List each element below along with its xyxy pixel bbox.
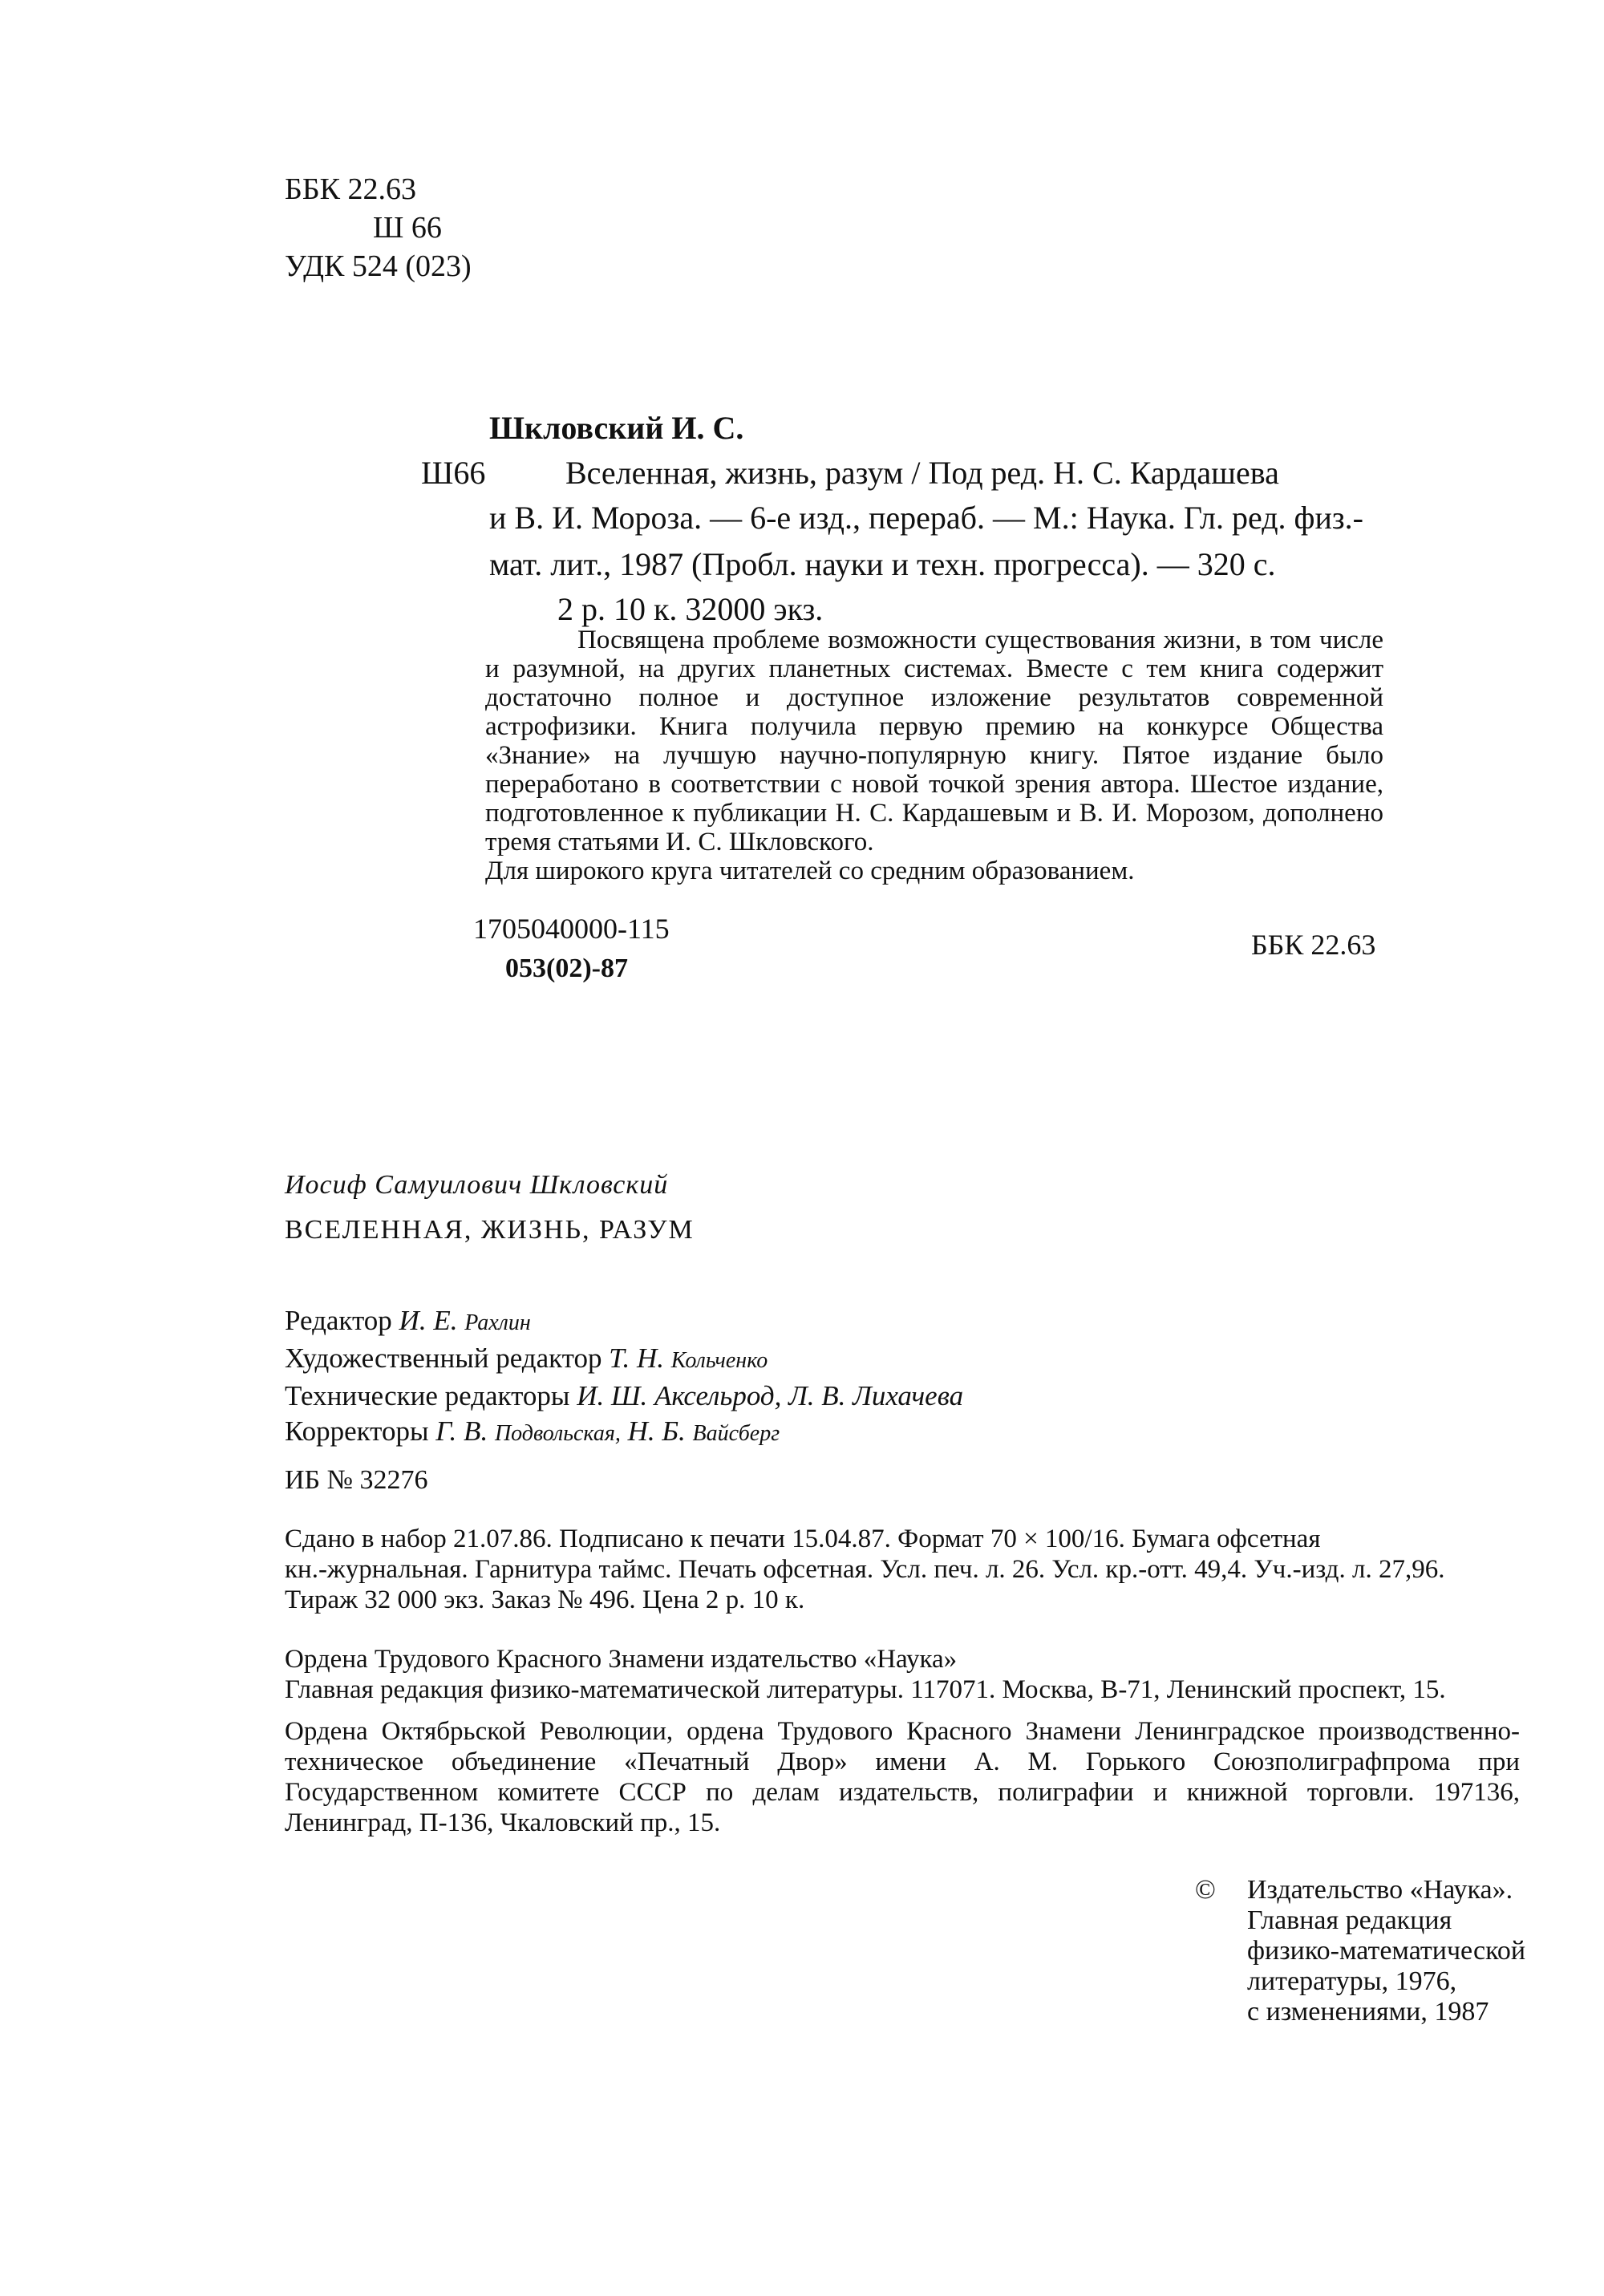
- printer-info: [285, 1716, 1520, 1838]
- tech-editors-label: Технические редакторы: [285, 1380, 570, 1411]
- corrector-1-surname: Подвольская,: [494, 1421, 621, 1446]
- index-code: 1705040000-115: [473, 913, 670, 945]
- tech-editors-names: И. Ш. Аксельрод, Л. В. Лихачева: [577, 1380, 964, 1411]
- book-author-full: Иосиф Самуилович Шкловский: [285, 1170, 669, 1200]
- bib-author: Шкловский И. С.: [489, 410, 744, 446]
- tech-editors-credit: [285, 1379, 963, 1414]
- bib-line-1: Вселенная, жизнь, разум / Под ред. Н. С. Кардашева: [565, 455, 1279, 491]
- publisher-info: [285, 1644, 1520, 1705]
- print-details: [285, 1524, 1520, 1615]
- editor-credit: [285, 1303, 963, 1341]
- annotation: [485, 626, 1383, 885]
- corrector-2-initials: Н. Б.: [627, 1415, 686, 1447]
- classification-block: [285, 170, 472, 285]
- publisher-line-2: Главная редакция физико-математической литературы. 117071. Москва, В-71, Ленинский проспект, 15.: [285, 1675, 1446, 1704]
- print-line-1: Сдано в набор 21.07.86. Подписано к печати 15.04.87. Формат 70 × 100/16. Бумага офсетная: [285, 1525, 1321, 1553]
- corrector-1-initials: Г. В.: [435, 1415, 488, 1447]
- editor-initials: И. Е.: [399, 1305, 458, 1336]
- bib-code: Ш66: [421, 455, 486, 491]
- udk-code: УДК 524 (023): [285, 249, 472, 283]
- author-sign: Ш 66: [373, 211, 442, 245]
- correctors-label: Корректоры: [285, 1415, 429, 1447]
- copyright-symbol: ©: [1195, 1875, 1216, 1905]
- index-bbk: ББК 22.63: [1251, 929, 1376, 961]
- print-line-2: кн.-журнальная. Гарнитура таймс. Печать офсетная. Усл. печ. л. 26. Усл. кр.-отт. 49,4. Уч.-изд. л. 27,96.: [285, 1555, 1445, 1584]
- publisher-line-1: Ордена Трудового Красного Знамени издательство «Наука»: [285, 1645, 958, 1674]
- copyright-line-2: Главная редакция: [1247, 1905, 1452, 1935]
- art-editor-initials: Т. Н.: [609, 1342, 665, 1374]
- ib-number: ИБ № 32276: [285, 1465, 428, 1495]
- editor-label: Редактор: [285, 1305, 392, 1336]
- print-line-3: Тираж 32 000 экз. Заказ № 496. Цена 2 р. 10 к.: [285, 1585, 805, 1614]
- bib-line-3: мат. лит., 1987 (Пробл. науки и техн. прогресса). — 320 с.: [489, 546, 1276, 582]
- editor-surname: Рахлин: [464, 1310, 531, 1335]
- copyright-line-3: физико-математической: [1247, 1936, 1526, 1966]
- copyright-line-5: с изменениями, 1987: [1247, 1997, 1489, 2027]
- art-editor-label: Художественный редактор: [285, 1342, 602, 1374]
- art-editor-surname: Кольченко: [670, 1348, 768, 1373]
- printer-text: Ордена Октябрьской Революции, ордена Трудового Красного Знамени Ленинградское производственно-техническое объединение «Печатный Двор» имени А. М. Горького Союзполиграфпрома при Государственном комитете СССР по делам издательств, полиграфии и книжной торговли. 197136, Ленинград, П-136, Чкаловский пр., 15.: [285, 1717, 1520, 1837]
- correctors-credit: [285, 1414, 963, 1452]
- index-subcode: 053(02)-87: [505, 954, 628, 983]
- annotation-text: Посвящена проблеме возможности существования жизни, в том числе и разумной, на других планетных системах. Вместе с тем книга содержит достаточно полное и доступное изложение результатов современной астрофизики. Книга получила первую премию на конкурсе Общества «Знание» на лучшую научно-популярную книгу. Пятое издание было переработано в соответствии с новой точкой зрения автора. Шестое издание, подготовленное к публикации Н. С. Кардашевым и В. И. Морозом, дополнено тремя статьями И. С. Шкловского.: [485, 626, 1383, 856]
- corrector-2-surname: Вайсберг: [692, 1421, 780, 1446]
- bib-line-2: и В. И. Мороза. — 6-е изд., перераб. — М.: Наука. Гл. ред. физ.-: [489, 500, 1363, 536]
- book-title: ВСЕЛЕННАЯ, ЖИЗНЬ, РАЗУМ: [285, 1215, 695, 1245]
- copyright-line-4: литературы, 1976,: [1247, 1966, 1457, 1996]
- bbk-code: ББК 22.63: [285, 172, 416, 206]
- bib-line-4: 2 р. 10 к. 32000 экз.: [557, 591, 824, 627]
- staff-credits: [285, 1303, 963, 1452]
- copyright-line-1: Издательство «Наука».: [1247, 1875, 1513, 1905]
- copyright-block: [1195, 1875, 1525, 2027]
- annotation-audience: Для широкого круга читателей со средним образованием.: [485, 856, 1135, 885]
- art-editor-credit: [285, 1341, 963, 1379]
